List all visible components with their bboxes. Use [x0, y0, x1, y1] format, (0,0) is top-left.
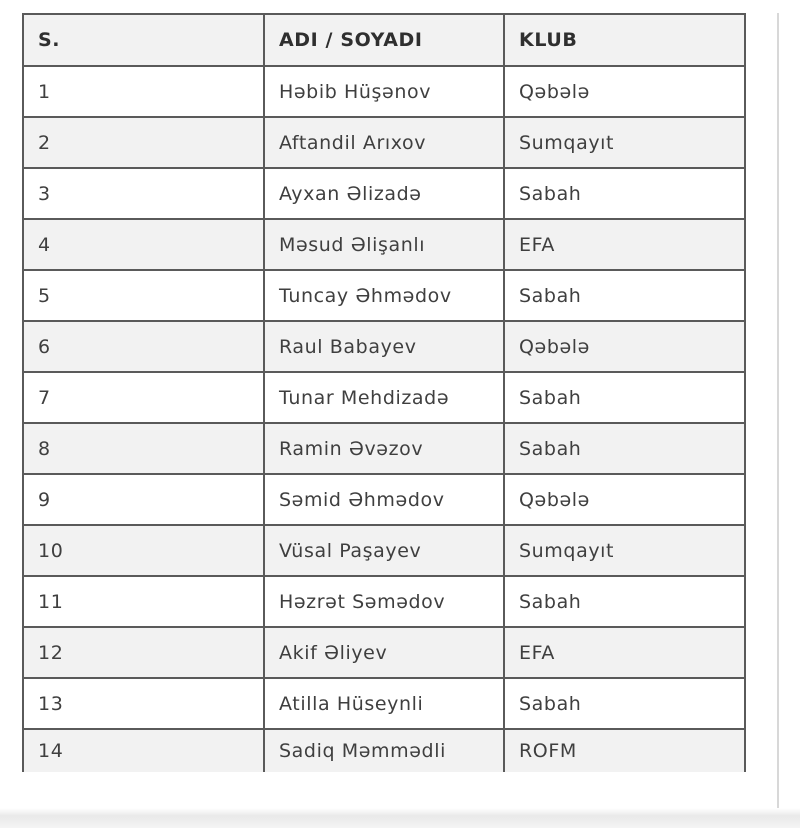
cell-number: 3 [23, 168, 264, 219]
cell-number: 11 [23, 576, 264, 627]
header-name: ADI / SOYADI [264, 14, 504, 66]
table-row [23, 321, 745, 372]
cell-player-name: Səmid Əhmədov [264, 474, 504, 525]
player-roster-table [22, 13, 746, 772]
cell-player-name: Məsud Əlişanlı [264, 219, 504, 270]
cell-number: 14 [23, 729, 264, 772]
cell-club: Sumqayıt [504, 525, 745, 576]
table-row [23, 270, 745, 321]
cell-player-name: Tunar Mehdizadə [264, 372, 504, 423]
cell-player-name: Ramin Əvəzov [264, 423, 504, 474]
cell-club: ROFM [504, 729, 745, 772]
cell-player-name: Sadiq Məmmədli [264, 729, 504, 772]
cell-club: Sabah [504, 270, 745, 321]
cell-number: 9 [23, 474, 264, 525]
table-row [23, 423, 745, 474]
header-number: S. [23, 14, 264, 66]
cell-player-name: Həbib Hüşənov [264, 66, 504, 117]
cell-club: Qəbələ [504, 321, 745, 372]
table-row [23, 219, 745, 270]
cell-player-name: Həzrət Səmədov [264, 576, 504, 627]
table-row [23, 525, 745, 576]
cell-player-name: Vüsal Paşayev [264, 525, 504, 576]
cell-player-name: Ayxan Əlizadə [264, 168, 504, 219]
table-row [23, 576, 745, 627]
scroll-edge-divider [777, 13, 779, 813]
table-row [23, 117, 745, 168]
table-row [23, 729, 745, 772]
cell-player-name: Akif Əliyev [264, 627, 504, 678]
cell-number: 10 [23, 525, 264, 576]
cell-club: EFA [504, 219, 745, 270]
cell-number: 8 [23, 423, 264, 474]
table-header-row [23, 14, 745, 66]
cell-number: 6 [23, 321, 264, 372]
cell-player-name: Raul Babayev [264, 321, 504, 372]
cell-club: Sabah [504, 423, 745, 474]
cell-number: 7 [23, 372, 264, 423]
table-row [23, 678, 745, 729]
table-row [23, 168, 745, 219]
cell-player-name: Tuncay Əhmədov [264, 270, 504, 321]
cell-club: Sabah [504, 168, 745, 219]
cell-player-name: Atilla Hüseynli [264, 678, 504, 729]
cell-number: 4 [23, 219, 264, 270]
cell-number: 2 [23, 117, 264, 168]
cell-number: 13 [23, 678, 264, 729]
cell-club: Sabah [504, 372, 745, 423]
cell-number: 12 [23, 627, 264, 678]
table-row [23, 474, 745, 525]
bottom-scroll-shadow [0, 808, 800, 828]
cell-player-name: Aftandil Arıxov [264, 117, 504, 168]
table-row [23, 372, 745, 423]
table-body [23, 66, 745, 772]
cell-number: 5 [23, 270, 264, 321]
table-row [23, 627, 745, 678]
cell-club: EFA [504, 627, 745, 678]
cell-club: Sabah [504, 576, 745, 627]
cell-club: Qəbələ [504, 66, 745, 117]
header-club: KLUB [504, 14, 745, 66]
cell-club: Qəbələ [504, 474, 745, 525]
cell-number: 1 [23, 66, 264, 117]
cell-club: Sumqayıt [504, 117, 745, 168]
cell-club: Sabah [504, 678, 745, 729]
table-row [23, 66, 745, 117]
